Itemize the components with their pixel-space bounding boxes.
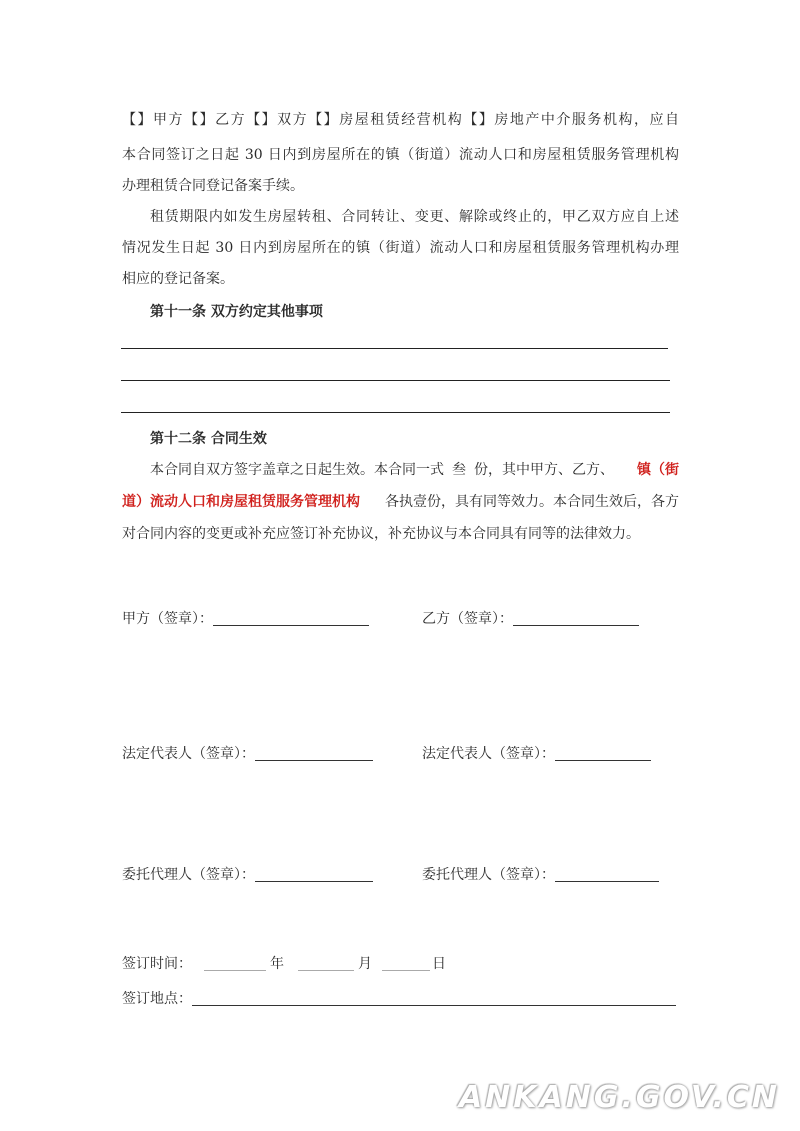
year-label: 年 xyxy=(270,956,284,972)
article12-line3: 对合同内容的变更或补充应签订补充协议，补充协议与本合同具有同等的法律效力。 xyxy=(122,526,640,542)
signing-year-blank[interactable] xyxy=(204,956,266,971)
party-a-agent-label: 委托代理人（签章）： xyxy=(122,867,255,883)
article12-line1 xyxy=(150,460,679,480)
blank-line-3 xyxy=(121,412,670,413)
blank-line-1 xyxy=(121,348,668,349)
signing-time-label: 签订时间： xyxy=(122,956,192,972)
party-b-representative xyxy=(422,744,651,764)
party-b-signature xyxy=(422,609,639,629)
signing-day-blank[interactable] xyxy=(382,956,430,971)
copies-count: 叁 xyxy=(452,462,466,478)
party-b-representative-label: 法定代表人（签章）： xyxy=(422,746,555,762)
article12-line1-text-a: 本合同自双方签字盖章之日起生效。本合同一式 xyxy=(150,462,444,478)
para2-line2: 情况发生日起 30 日内到房屋所在的镇（街道）流动人口和房屋租赁服务管理机构办理 xyxy=(122,240,679,256)
party-b-signature-label: 乙方（签章）： xyxy=(422,611,513,627)
party-a-signature-blank[interactable] xyxy=(213,611,369,626)
party-b-signature-blank[interactable] xyxy=(513,611,639,626)
day-label: 日 xyxy=(432,956,446,972)
signing-time xyxy=(122,954,446,974)
article12-line2-highlight: 道）流动人口和房屋租赁服务管理机构 xyxy=(122,494,360,510)
signing-month-blank[interactable] xyxy=(298,956,354,971)
party-a-representative-label: 法定代表人（签章）： xyxy=(122,746,255,762)
party-b-agent-blank[interactable] xyxy=(555,867,659,882)
article12-line2 xyxy=(122,492,679,512)
article12-line1-highlight: 镇（街 xyxy=(637,462,679,478)
para2-line1: 租赁期限内如发生房屋转租、合同转让、变更、解除或终止的，甲乙双方应自上述 xyxy=(150,209,679,225)
para1-line2: 本合同签订之日起 30 日内到房屋所在的镇（街道）流动人口和房屋租赁服务管理机构 xyxy=(122,147,679,163)
site-watermark: ANKANG.GOV.CN xyxy=(458,1080,780,1115)
party-a-representative-blank[interactable] xyxy=(255,746,373,761)
party-b-agent-label: 委托代理人（签章）： xyxy=(422,867,555,883)
party-b-agent xyxy=(422,865,659,885)
party-a-agent-blank[interactable] xyxy=(255,867,373,882)
para1-line3: 办理租赁合同登记备案手续。 xyxy=(122,178,304,194)
signing-place-label: 签订地点： xyxy=(122,991,192,1007)
article11-title: 第十一条 双方约定其他事项 xyxy=(150,304,323,320)
article12-line1-text-c: 份，其中甲方、乙方、 xyxy=(474,462,614,478)
signing-place-blank[interactable] xyxy=(192,991,676,1006)
party-a-representative xyxy=(122,744,373,764)
para2-line3: 相应的登记备案。 xyxy=(122,271,234,287)
article12-line2-text: 各执壹份，具有同等效力。本合同生效后，各方 xyxy=(385,494,679,510)
party-a-agent xyxy=(122,865,373,885)
blank-line-2 xyxy=(121,380,670,381)
signing-place xyxy=(122,989,676,1009)
para1-line1: 【】甲方【】乙方【】双方【】房屋租赁经营机构【】房地产中介服务机构，应自 xyxy=(122,112,679,128)
month-label: 月 xyxy=(358,956,372,972)
party-b-representative-blank[interactable] xyxy=(555,746,651,761)
party-a-signature-label: 甲方（签章）： xyxy=(122,611,213,627)
party-a-signature xyxy=(122,609,369,629)
article12-title: 第十二条 合同生效 xyxy=(150,431,267,447)
